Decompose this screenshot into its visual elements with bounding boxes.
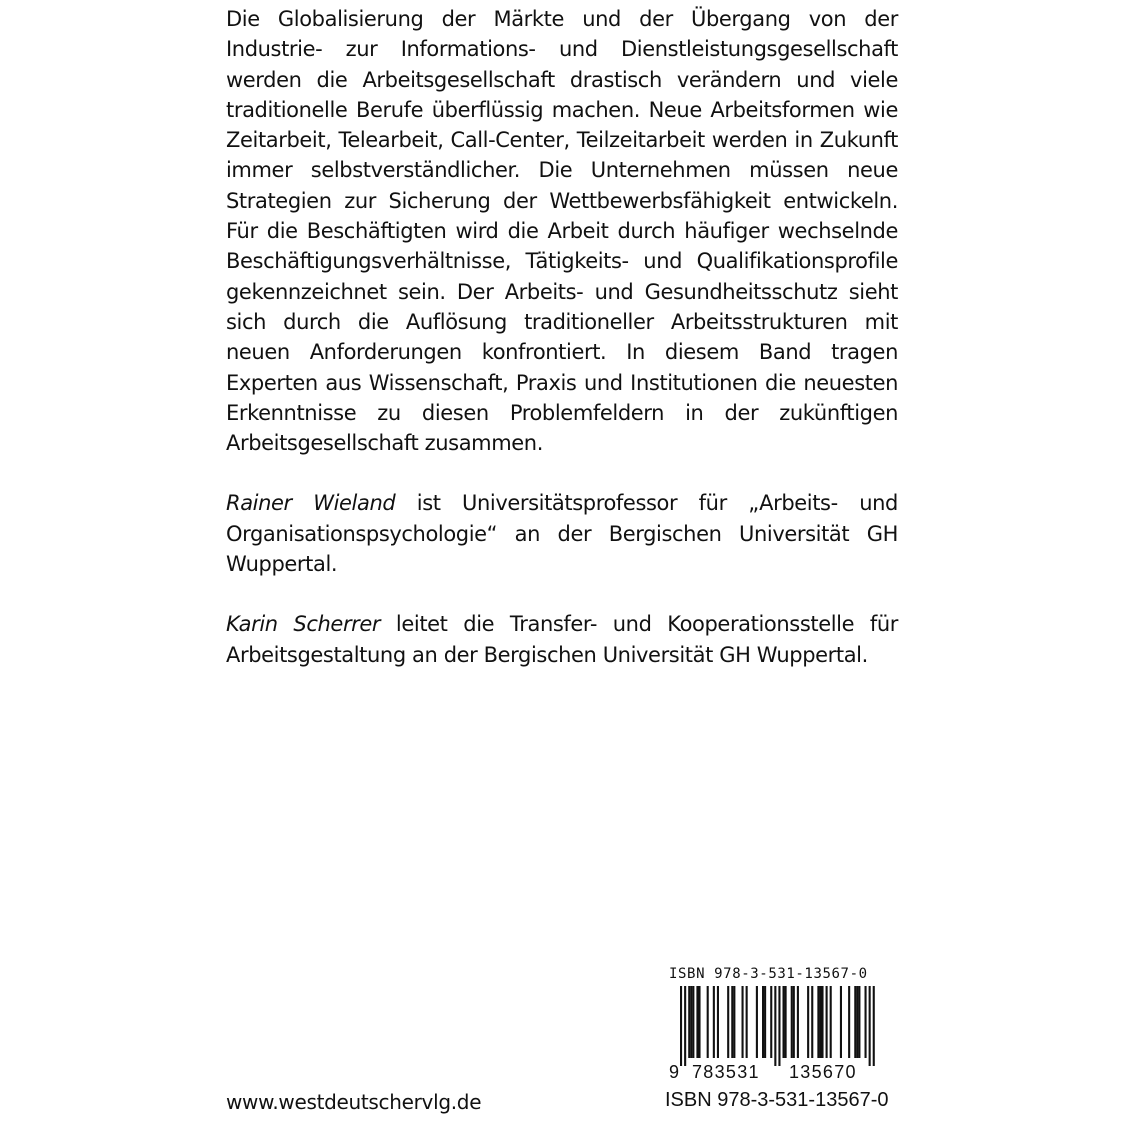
- description-paragraph: Die Globalisierung der Märkte und der Übergang von der Industrie- zur Informations- und Dienstleistungsgesellschaft werden die Arbeitsgesellschaft drastisch verändern und viele traditionelle Berufe überflüssig machen. Neue Arbeitsformen wie Zeitarbeit, Telearbeit, Call-Center, Teilzeitarbeit werden in Zukunft immer selbstverständlicher. Die Unternehmen müssen neue Strategien zur Sicherung der Wettbewerbsfähigkeit entwickeln. Für die Beschäftigten wird die Arbeit durch häufiger wechselnde Beschäftigungsverhältnisse, Tätigkeits- und Qualifikationsprofile gekennzeichnet sein. Der Arbeits- und Gesundheitsschutz sieht sich durch die Auflösung traditioneller Arbeitsstrukturen mit neuen Anforderungen konfrontiert. In diesem Band tragen Experten aus Wissenschaft, Praxis und Institutionen die neuesten Erkenntnisse zu diesen Problemfeldern in der zukünftigen Arbeitsgesellschaft zusammen.: [226, 7, 898, 456]
- barcode-bar: [797, 986, 799, 1058]
- barcode-bar: [774, 986, 776, 1066]
- barcode-bar: [807, 986, 809, 1058]
- barcode-bar: [821, 986, 823, 1058]
- barcode-digits-left: 783531: [692, 1062, 760, 1082]
- barcode-bar: [680, 986, 682, 1066]
- barcode-bar: [785, 986, 787, 1058]
- barcode-bar: [756, 986, 758, 1058]
- author-bio-1: [226, 488, 898, 579]
- barcode-bar: [731, 986, 733, 1058]
- barcode-bar: [770, 986, 772, 1058]
- author-bio-text-2: leitet die Transfer- und Kooperationsstelle für Arbeitsgestaltung an der Bergischen Universität GH Wuppertal.: [226, 612, 899, 667]
- isbn-top-label: ISBN 978-3-531-13567-0: [669, 966, 868, 982]
- barcode-bar: [856, 986, 858, 1058]
- barcode-bar: [684, 986, 686, 1066]
- barcode-bar: [707, 986, 709, 1058]
- barcode-bars-graphic: [667, 986, 889, 1066]
- author-bio-text-1: ist Universitätsprofessor für „Arbeits- und Organisationspsychologie“ an der Bergischen Universität GH Wuppertal.: [226, 491, 898, 577]
- barcode-bar: [869, 986, 871, 1066]
- author-name-1: Rainer Wieland: [226, 491, 396, 516]
- barcode-bar: [873, 986, 875, 1066]
- barcode-bar: [826, 986, 828, 1058]
- barcode-bar: [858, 986, 860, 1058]
- barcode-digit-first: 9: [669, 1062, 680, 1082]
- barcode-bar: [762, 986, 764, 1058]
- barcode-bar: [713, 986, 715, 1058]
- barcode-bar: [690, 986, 692, 1058]
- barcode-bar: [688, 986, 690, 1058]
- barcode-bar: [811, 986, 813, 1058]
- barcode-bar: [817, 986, 819, 1058]
- barcode-bar: [746, 986, 748, 1058]
- barcode-bar: [742, 986, 744, 1058]
- barcode-bar: [717, 986, 719, 1058]
- barcode-bar: [764, 986, 766, 1058]
- barcode-bar: [778, 986, 780, 1066]
- author-name-2: Karin Scherrer: [226, 612, 381, 637]
- barcode-bar: [791, 986, 793, 1058]
- barcode-bar: [793, 986, 795, 1058]
- barcode-bar: [865, 986, 867, 1058]
- barcode-bar: [840, 986, 842, 1058]
- barcode-bar: [733, 986, 735, 1058]
- barcode-bar: [848, 986, 850, 1058]
- barcode-bar: [692, 986, 694, 1058]
- barcode: [667, 986, 889, 1066]
- barcode-bar: [819, 986, 821, 1058]
- back-cover-blurb: [226, 4, 898, 670]
- author-bio-2: [226, 609, 898, 670]
- barcode-digits-right: 135670: [789, 1062, 857, 1082]
- publisher-url[interactable]: www.westdeutschervlg.de: [226, 1090, 482, 1114]
- barcode-bar: [783, 986, 785, 1058]
- barcode-bar: [854, 986, 856, 1058]
- barcode-bar: [727, 986, 729, 1058]
- isbn-bottom-label: ISBN 978-3-531-13567-0: [665, 1089, 889, 1111]
- barcode-bar: [830, 986, 832, 1058]
- barcode-bar: [696, 986, 698, 1058]
- barcode-bar: [698, 986, 700, 1058]
